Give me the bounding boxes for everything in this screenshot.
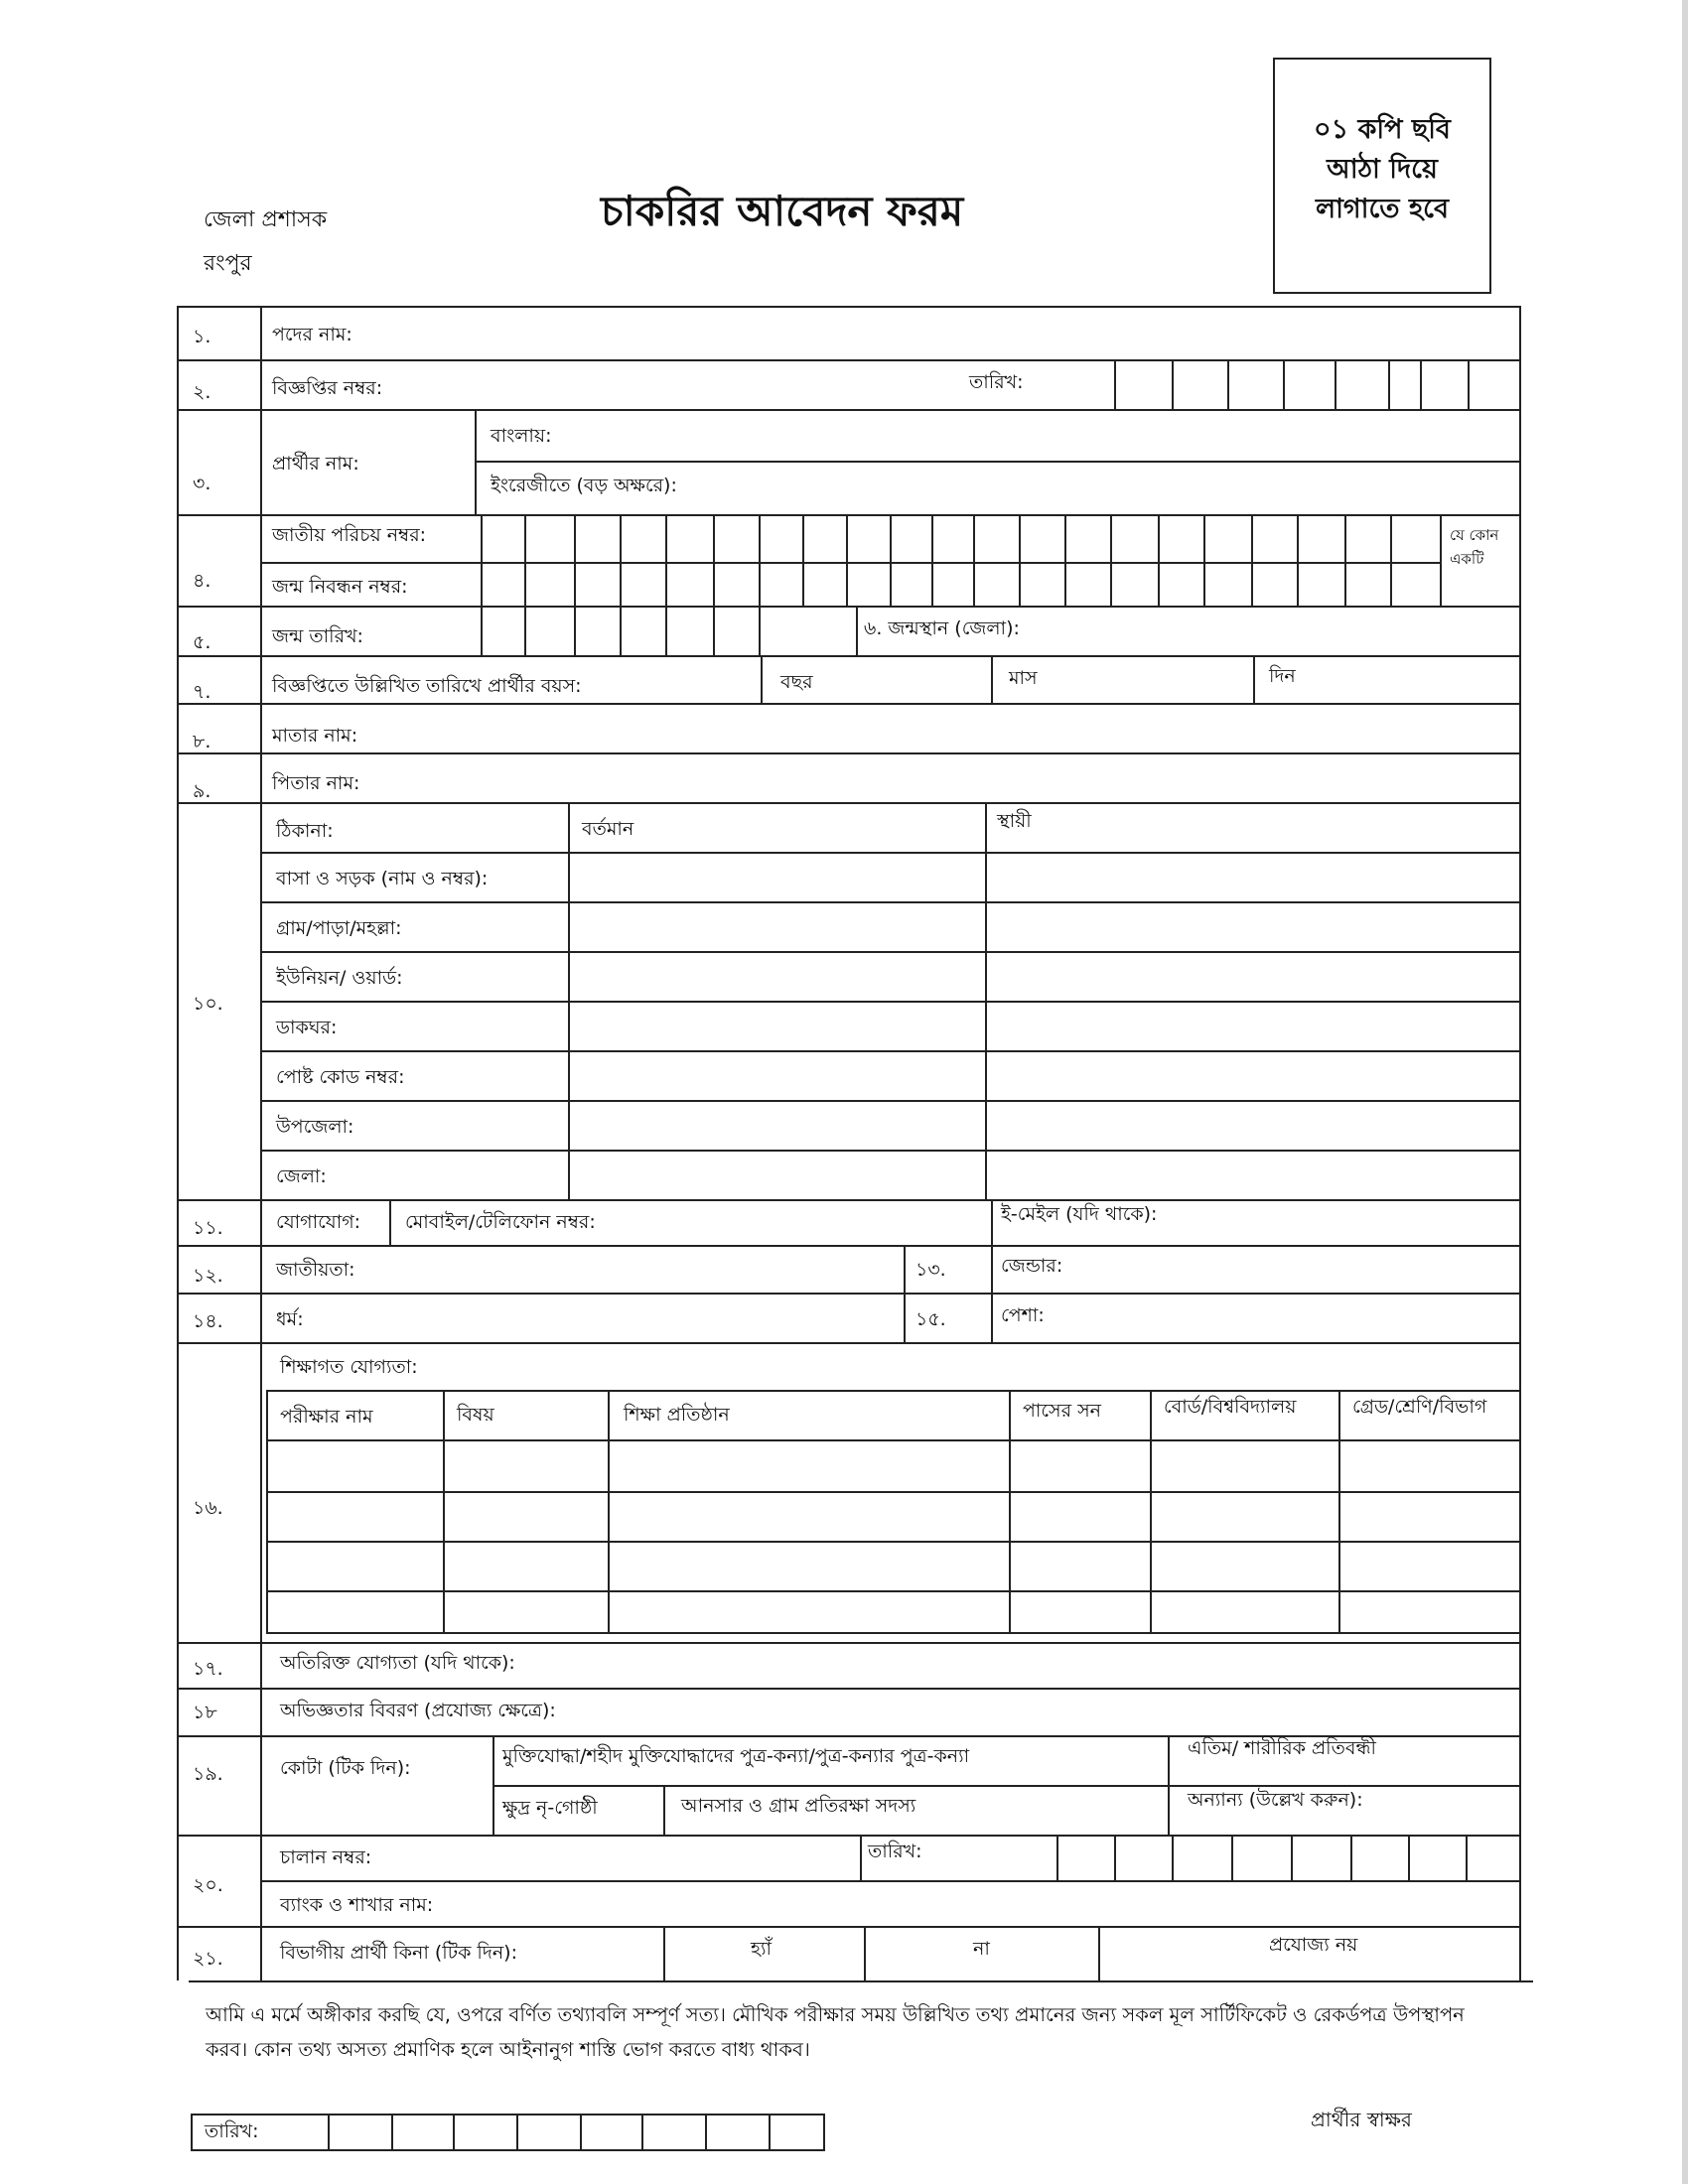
address-field-label: ইউনিয়ন/ ওয়ার্ড: [276, 967, 403, 989]
gender-field[interactable] [1082, 1249, 1509, 1291]
departmental-no[interactable]: না [973, 1938, 990, 1960]
office-line1: জেলা প্রশাসক [204, 207, 328, 232]
birth-reg-label: জন্ম নিবন্ধন নম্বর: [272, 576, 408, 598]
row-num: ৭. [193, 681, 211, 703]
footer-date-cell-divider [453, 2116, 455, 2149]
row-num: ১৭. [193, 1658, 223, 1680]
age-label: বিজ্ঞপ্তিতে উল্লিখিত তারিখে প্রার্থীর বয়স: [272, 675, 582, 697]
footer-date-cell-divider [769, 2116, 771, 2149]
row-num: ১৬. [193, 1497, 223, 1519]
quota-ansar[interactable]: আনসার ও গ্রাম প্রতিরক্ষা সদস্য [681, 1795, 916, 1817]
nationality-field[interactable] [397, 1249, 900, 1291]
row-num: ২১. [193, 1948, 223, 1970]
name-english-label: ইংরেজীতে (বড় অক্ষরে): [491, 475, 677, 496]
address-field-label: ডাকঘর: [276, 1017, 338, 1038]
nid-label: জাতীয় পরিচয় নম্বর: [272, 524, 427, 546]
father-name-field[interactable] [387, 756, 1509, 800]
birthplace-field[interactable] [1033, 608, 1509, 653]
education-label: শিক্ষাগত যোগ্যতা: [280, 1356, 418, 1378]
departmental-yes[interactable]: হ্যাঁ [751, 1938, 773, 1960]
nationality-label: জাতীয়তা: [276, 1259, 355, 1281]
name-english-field[interactable] [715, 465, 1509, 510]
quota-other[interactable]: অন্যান্য (উল্লেখ করুন): [1188, 1789, 1363, 1811]
signature-label: প্রার্থীর স্বাক্ষর [1311, 2108, 1412, 2131]
present-address-input[interactable] [572, 1005, 981, 1048]
nid-field[interactable] [483, 516, 1438, 560]
footer-date-cell-divider [580, 2116, 582, 2149]
permanent-address-input[interactable] [989, 856, 1515, 899]
circular-no-label: বিজ্ঞপ্তির নম্বর: [272, 377, 383, 399]
edu-col-year: পাসের সন [1023, 1400, 1101, 1422]
photo-text-1: ০১ কপি ছবি [1314, 114, 1451, 145]
age-day-label: দিন [1269, 665, 1296, 687]
email-field[interactable] [1192, 1203, 1509, 1243]
post-name-label: পদের নাম: [272, 324, 352, 345]
any-one-note: যে কোন [1450, 526, 1499, 544]
row-num: ৩. [193, 473, 211, 494]
quota-freedom-fighter[interactable]: মুক্তিযোদ্ধা/শহীদ মুক্তিযোদ্ধাদের পুত্র-কন্যা/পুত্র-কন্যার পুত্র-কন্যা [502, 1745, 970, 1767]
row-num: ৫. [193, 631, 211, 653]
address-field-label: গ্রাম/পাড়া/মহল্লা: [276, 917, 402, 939]
row-num: ৯. [193, 780, 211, 802]
address-field-label: বাসা ও সড়ক (নাম ও নম্বর): [276, 868, 489, 889]
mother-name-field[interactable] [387, 707, 1509, 751]
challan-date-label: তারিখ: [868, 1841, 922, 1862]
row-num: ৮. [193, 731, 211, 752]
occupation-field[interactable] [1072, 1297, 1509, 1338]
permanent-address-input[interactable] [989, 905, 1515, 949]
departmental-label: বিভাগীয় প্রার্থী কিনা (টিক দিন): [280, 1942, 517, 1964]
edu-col-board: বোর্ড/বিশ্ববিদ্যালয় [1164, 1396, 1297, 1418]
row-num: ১৯. [193, 1763, 223, 1785]
additional-qual-label: অতিরিক্ত যোগ্যতা (যদি থাকে): [280, 1652, 515, 1674]
footer-date-cell-divider [328, 2116, 330, 2149]
permanent-address-input[interactable] [989, 1054, 1515, 1098]
permanent-address-input[interactable] [989, 1005, 1515, 1048]
present-address-input[interactable] [572, 856, 981, 899]
quota-orphan-disabled[interactable]: এতিম/ শারীরিক প্রতিবন্ধী [1188, 1737, 1376, 1759]
challan-field[interactable] [397, 1839, 854, 1876]
post-name-field[interactable] [417, 314, 1509, 353]
departmental-na[interactable]: প্রযোজ্য নয় [1269, 1934, 1358, 1956]
bank-field[interactable] [467, 1884, 1509, 1922]
present-address-input[interactable] [572, 905, 981, 949]
row-num: ৪. [193, 570, 211, 592]
challan-label: চালান নম্বর: [280, 1846, 372, 1868]
mother-name-label: মাতার নাম: [272, 725, 358, 747]
present-address-input[interactable] [572, 1054, 981, 1098]
religion-field[interactable] [338, 1297, 900, 1338]
row-num: ১৮ [193, 1702, 217, 1723]
additional-qual-field[interactable] [536, 1646, 1509, 1684]
experience-field[interactable] [576, 1692, 1509, 1731]
quota-ethnic[interactable]: ক্ষুদ্র নৃ-গোষ্ঠী [502, 1797, 598, 1819]
father-name-label: পিতার নাম: [272, 772, 360, 794]
row-num: ১. [193, 326, 211, 347]
mobile-label: মোবাইল/টেলিফোন নম্বর: [405, 1211, 596, 1233]
birth-date-field[interactable] [483, 608, 854, 653]
footer-date-box[interactable] [191, 2114, 825, 2151]
edu-col-exam: পরীক্ষার নাম [280, 1406, 373, 1428]
address-label: ঠিকানা: [276, 820, 334, 842]
name-bangla-field[interactable] [596, 415, 1509, 457]
present-address-input[interactable] [572, 955, 981, 999]
office-line2: রংপুর [204, 251, 252, 276]
footer-date-cell-divider [391, 2116, 393, 2149]
bank-label: ব্যাংক ও শাখার নাম: [280, 1894, 434, 1916]
permanent-address-input[interactable] [989, 955, 1515, 999]
age-month-label: মাস [1009, 667, 1038, 689]
row-num: ১১. [193, 1217, 223, 1239]
experience-label: অভিজ্ঞতার বিবরণ (প্রযোজ্য ক্ষেত্রে): [280, 1700, 556, 1721]
age-year-label: বছর [780, 671, 813, 693]
footer-date-cell-divider [641, 2116, 643, 2149]
footer-date-cell-divider [516, 2116, 518, 2149]
row-num: ১২. [193, 1265, 223, 1287]
row-num: ১৪. [193, 1310, 223, 1332]
footer-date-cell-divider [705, 2116, 707, 2149]
present-address-heading: বর্তমান [582, 818, 634, 840]
quota-label: কোটা (টিক দিন): [280, 1757, 411, 1779]
declaration-text [206, 1997, 1516, 2067]
edu-col-subject: বিষয় [457, 1404, 494, 1426]
email-label: ই-মেইল (যদি থাকে): [1001, 1203, 1158, 1225]
declaration-line-2: করব। কোন তথ্য অসত্য প্রমাণিক হলে আইনানুগ শাস্তি ভোগ করতে বাধ্য থাকব। [206, 2038, 810, 2061]
name-bangla-label: বাংলায়: [491, 425, 552, 447]
challan-date-field[interactable] [1058, 1837, 1517, 1878]
edu-col-institution: শিক্ষা প্রতিষ্ঠান [624, 1404, 730, 1426]
circular-date-label: তারিখ: [969, 371, 1024, 393]
present-address-input[interactable] [572, 1154, 981, 1197]
mobile-field[interactable] [616, 1203, 987, 1243]
scan-edge [1682, 0, 1688, 2184]
present-address-input[interactable] [572, 1104, 981, 1148]
contact-label: যোগাযোগ: [276, 1211, 361, 1233]
form-title: চাকরির আবেদন ফরম [601, 187, 964, 235]
permanent-address-heading: স্থায়ী [997, 810, 1032, 832]
photo-text-2: আঠা দিয়ে [1327, 154, 1438, 185]
gender-label: জেন্ডার: [1001, 1255, 1063, 1277]
row-num: ১০. [193, 993, 223, 1015]
birth-reg-field[interactable] [483, 564, 1438, 604]
photo-text-3: লাগাতে হবে [1315, 194, 1450, 224]
address-field-label: জেলা: [276, 1165, 327, 1187]
permanent-address-input[interactable] [989, 1104, 1515, 1148]
edu-col-grade: গ্রেড/শ্রেণি/বিভাগ [1352, 1396, 1487, 1418]
circular-no-field[interactable] [437, 365, 953, 405]
address-field-label: উপজেলা: [276, 1116, 354, 1138]
religion-label: ধর্ম: [276, 1308, 304, 1330]
circular-date-field[interactable] [1116, 361, 1517, 407]
row-num: ২০. [193, 1874, 223, 1896]
declaration-line-1: আমি এ মর্মে অঙ্গীকার করছি যে, ওপরে বর্ণিত তথ্যাবলি সম্পূর্ণ সত্য। মৌখিক পরীক্ষার সময় উল্লিখিত তথ্য প্রমানের জন্য সকল মূল সার্টিফিকেট ও রেকর্ডপত্র উপস্থাপন [206, 2003, 1465, 2026]
birth-date-label: জন্ম তারিখ: [272, 625, 363, 647]
applicant-name-label: প্রার্থীর নাম: [272, 453, 359, 475]
row-num-13: ১৩. [915, 1259, 946, 1281]
address-field-label: পোষ্ট কোড নম্বর: [276, 1066, 405, 1088]
row-num: ২. [193, 381, 211, 403]
any-one-note-2: একটি [1450, 550, 1484, 568]
footer-date-label: তারিখ: [205, 2120, 259, 2142]
photo-box [1273, 58, 1491, 294]
permanent-address-input[interactable] [989, 1154, 1515, 1197]
birthplace-label: ৬. জন্মস্থান (জেলা): [864, 617, 1020, 639]
row-num-15: ১৫. [915, 1308, 946, 1330]
occupation-label: পেশা: [1001, 1304, 1045, 1326]
